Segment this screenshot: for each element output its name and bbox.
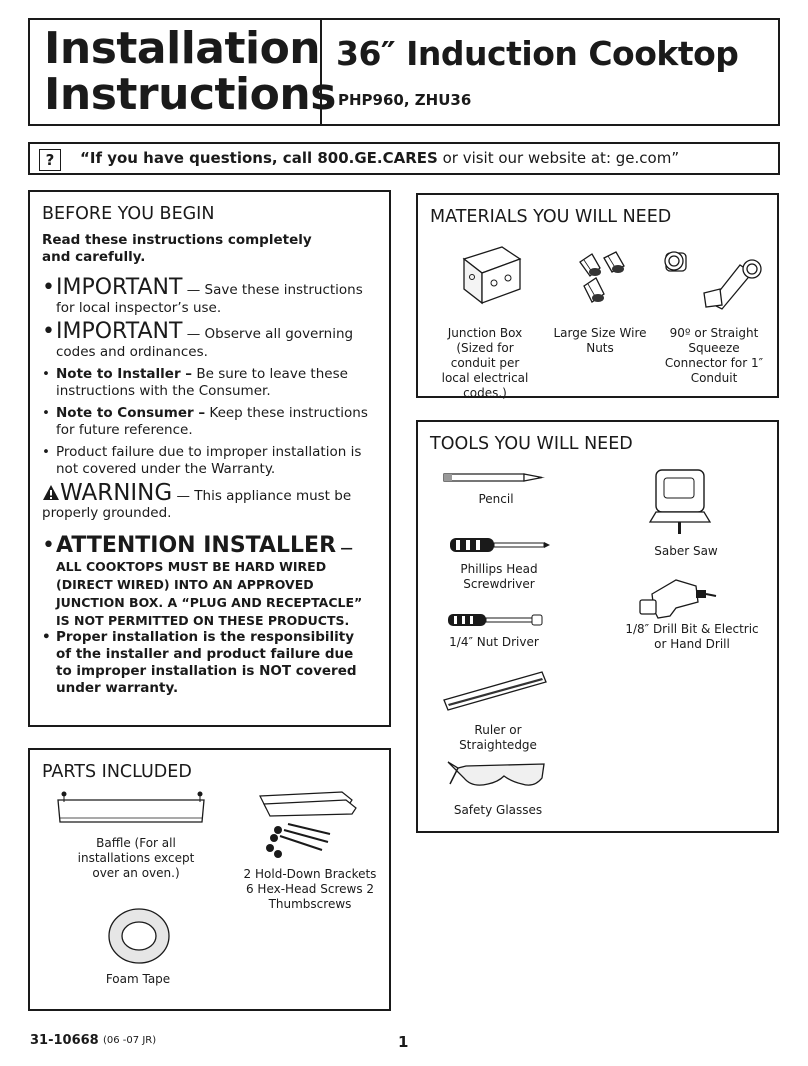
intro-text: Read these instructions completely and carefully.: [42, 232, 312, 265]
important-label: IMPORTANT: [56, 275, 183, 300]
material-label-connector: 90º or Straight Squeeze Connector for 1″ Conduit: [664, 326, 764, 385]
document-number: 31-10668: [30, 1033, 99, 1048]
materials-section: [416, 193, 779, 398]
safety-glasses-icon: [446, 758, 550, 798]
material-label-junction-box: Junction Box (Sized for conduit per local electrical codes.): [441, 326, 529, 400]
foam-tape-icon: [106, 906, 172, 966]
important-item-2: • IMPORTANT — Observe all governing codes and ordinances.: [42, 319, 354, 360]
important-item-1: • IMPORTANT — Save these instructions for local inspector’s use.: [42, 275, 363, 316]
part-label-baffle: Baffle (For all installations except over an oven.): [77, 836, 195, 880]
document-title-line1: Installation: [44, 23, 321, 74]
product-title: 36″ Induction Cooktop: [336, 34, 739, 73]
questions-text-regular: or visit our website at: ge.com”: [437, 149, 680, 167]
brackets-icon: [258, 790, 368, 862]
section-title: MATERIALS YOU WILL NEED: [430, 207, 672, 227]
important-label: IMPORTANT: [56, 319, 183, 344]
before-you-begin-section: [28, 190, 391, 727]
screwdriver-icon: [448, 536, 552, 554]
ruler-icon: [442, 670, 550, 714]
tools-section: [416, 420, 779, 833]
warning-triangle-icon: [42, 484, 60, 501]
document-date: (06 -07 JR): [103, 1035, 157, 1046]
model-numbers: PHP960, ZHU36: [338, 91, 472, 109]
part-label-foam-tape: Foam Tape: [105, 972, 171, 986]
attention-installer: • ATTENTION INSTALLER — ALL COOKTOPS MUST BE HARD WIRED (DIRECT WIRED) INTO AN APPROVED JUNCTION BOX. A “PLUG AND RECEPTACLE” IS NOT PERMITTED ON THESE PRODUCTS.: [42, 533, 363, 628]
product-failure-note: • Product failure due to improper installation is not covered under the Warranty.: [42, 444, 362, 477]
questions-bar: [28, 142, 780, 175]
header-title-cell: [30, 20, 336, 124]
tool-label-nut-driver: 1/4″ Nut Driver: [449, 635, 539, 649]
nut-driver-icon: [446, 612, 546, 628]
tool-label-ruler: Ruler or Straightedge: [459, 723, 537, 752]
note-to-installer: • Note to Installer – Be sure to leave these instructions with the Consumer.: [42, 366, 348, 399]
section-title: PARTS INCLUDED: [42, 762, 192, 782]
warning-item: WARNING — This appliance must be properly grounded.: [42, 480, 352, 521]
tool-label-pencil: Pencil: [478, 492, 514, 506]
note-to-consumer: • Note to Consumer – Keep these instructions for future reference.: [42, 405, 368, 438]
responsibility-note: • Proper installation is the responsibility of the installer and product failure due to improper installation is NOT covered under warranty.: [42, 629, 357, 696]
baffle-icon: [52, 788, 212, 828]
part-label-brackets: 2 Hold-Down Brackets 6 Hex-Head Screws 2 Thumbscrews: [243, 867, 377, 911]
tool-label-saber-saw: Saber Saw: [654, 544, 718, 558]
attention-label: ATTENTION INSTALLER: [56, 533, 337, 558]
question-mark-icon: ?: [39, 149, 61, 171]
warning-label: WARNING: [60, 480, 173, 506]
questions-text: [80, 149, 679, 167]
parts-included-section: [28, 748, 391, 1011]
section-title: TOOLS YOU WILL NEED: [430, 434, 633, 454]
header-box: [28, 18, 780, 126]
page-number: 1: [398, 1033, 409, 1051]
tool-label-screwdriver: Phillips Head Screwdriver: [460, 562, 538, 591]
pencil-icon: [442, 472, 550, 484]
section-title: BEFORE YOU BEGIN: [42, 204, 215, 224]
tool-label-drill: 1/8″ Drill Bit & Electric or Hand Drill: [625, 622, 759, 651]
document-title-line2: Instructions: [44, 69, 336, 120]
material-label-wire-nuts: Large Size Wire Nuts: [553, 326, 647, 355]
saber-saw-icon: [650, 466, 718, 536]
wire-nuts-icon: [576, 250, 634, 308]
conduit-connector-icon: [660, 243, 765, 311]
questions-text-bold: “If you have questions, call 800.GE.CARES: [80, 149, 438, 167]
junction-box-icon: [462, 245, 522, 305]
drill-icon: [636, 572, 718, 620]
tool-label-safety-glasses: Safety Glasses: [453, 803, 543, 817]
